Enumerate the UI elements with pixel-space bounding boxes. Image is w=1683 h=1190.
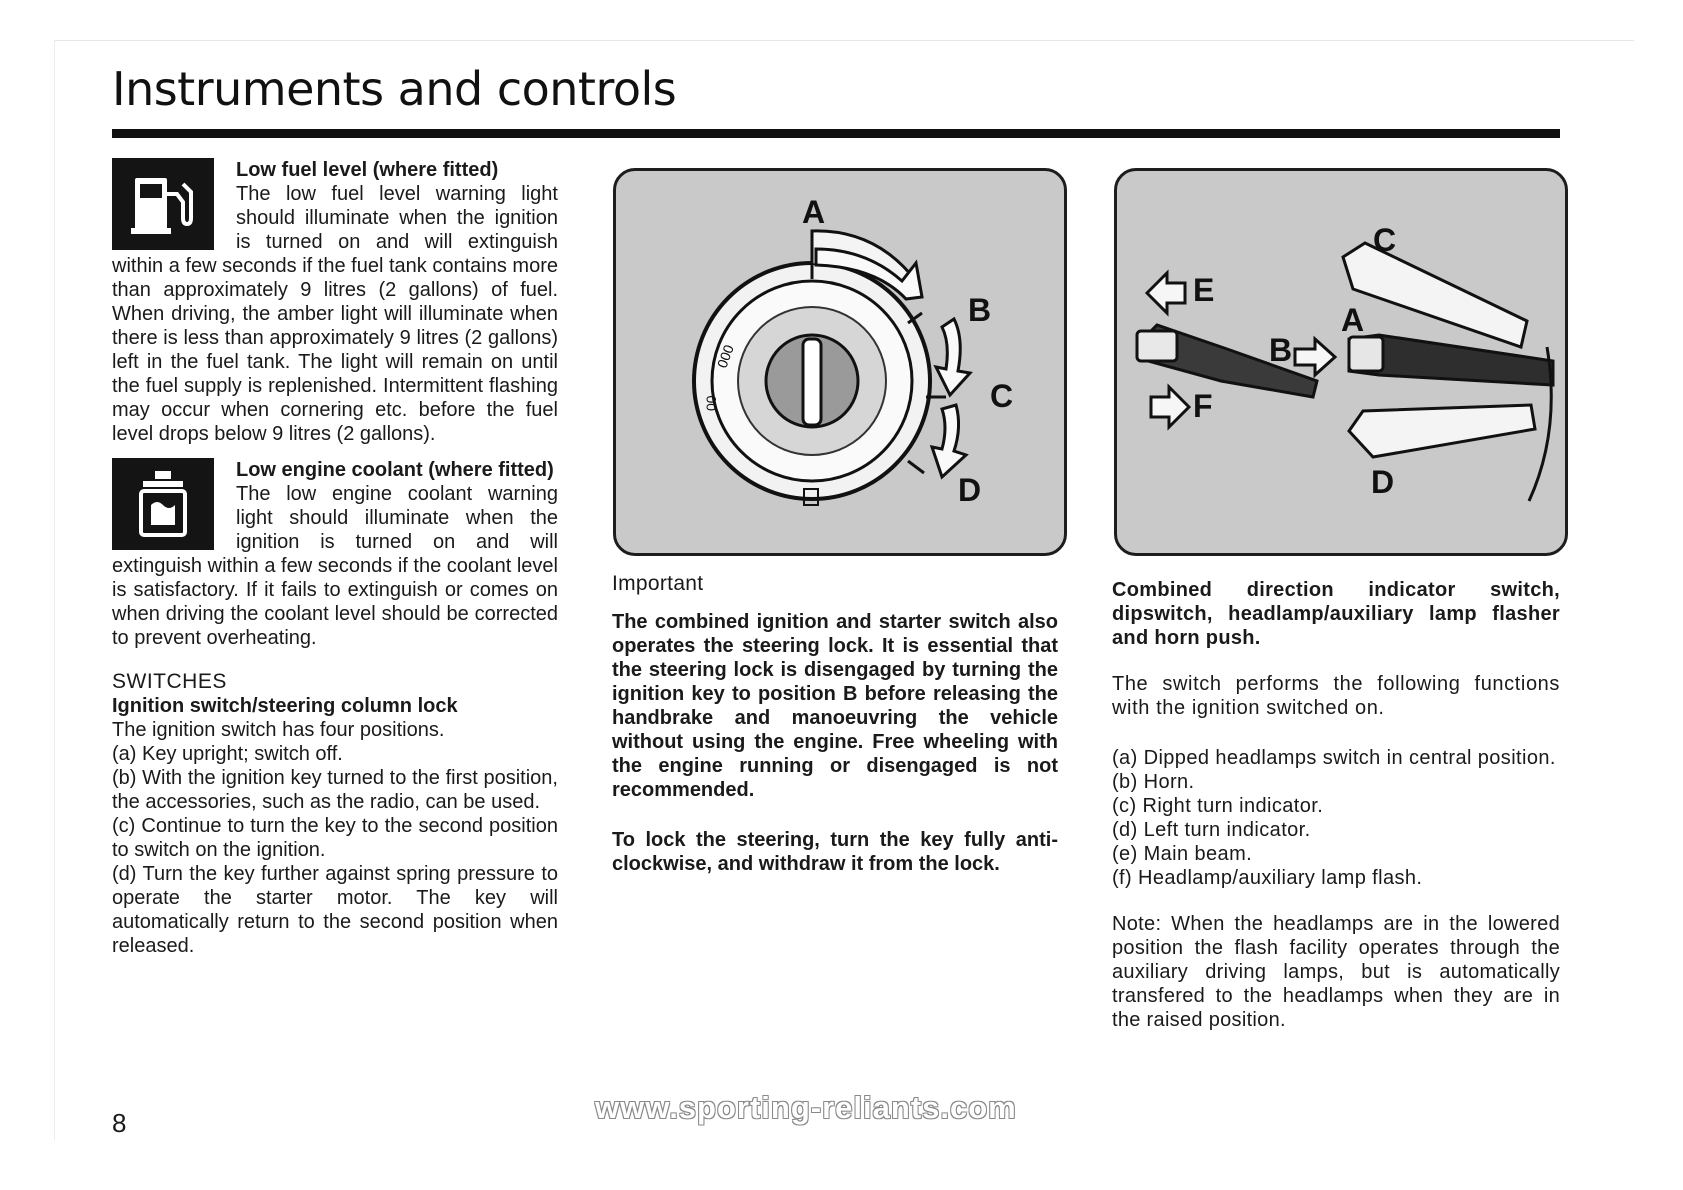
switch-position-b: (b) With the ignition key turned to the first position, the accessories, such as the radio, can be used.	[112, 767, 558, 813]
page-title: Instruments and controls	[112, 62, 677, 116]
fuel-heading: Low fuel level (where fitted)	[236, 159, 499, 181]
fuel-pump-icon	[112, 158, 214, 250]
stalk-intro: The switch performs the following functions with the ignition switched on.	[1112, 673, 1560, 719]
svg-text:00: 00	[703, 395, 719, 411]
page-number: 8	[112, 1108, 127, 1138]
steering-lock-text: To lock the steering, turn the key fully anti-clockwise, and withdraw it from the lock.	[612, 829, 1058, 875]
function-item: (a) Dipped headlamps switch in central position.	[1112, 747, 1556, 769]
switch-position-d: (d) Turn the key further against spring pressure to operate the starter motor. The key will automatically return to the second position when released.	[112, 863, 558, 957]
function-item: (f) Headlamp/auxiliary lamp flash.	[1112, 867, 1423, 889]
stalk-caption: Combined direction indicator switch, dipswitch, headlamp/auxiliary lamp flasher and horn push.	[1112, 579, 1560, 649]
stalk-note: Note: When the headlamps are in the lowered position the flash facility operates through the auxiliary driving lamps, but is automatically transfered to the headlamps when they are in the raised position.	[1112, 913, 1560, 1031]
switches-intro: The ignition switch has four positions.	[112, 719, 445, 741]
stalk-label-c: C	[1373, 222, 1397, 258]
important-heading: Important	[612, 572, 704, 595]
stalk-label-f: F	[1193, 388, 1213, 424]
stalk-label-a: A	[1341, 302, 1365, 338]
important-text: The combined ignition and starter switch also operates the steering lock. It is essential that the steering lock is disengaged by turning the ignition key to position B before releasing the handbrake and manoeuvring the vehicle without using the engine. Free wheeling with the engine running or disengaged is not recommended.	[612, 611, 1058, 801]
switch-position-c: (c) Continue to turn the key to the second position to switch on the ignition.	[112, 815, 558, 861]
ignition-label-a: A	[802, 194, 826, 230]
ignition-label-c: C	[990, 378, 1014, 414]
coolant-heading: Low engine coolant (where fitted)	[236, 459, 554, 481]
function-item: (d) Left turn indicator.	[1112, 819, 1311, 841]
stalk-label-b: B	[1269, 332, 1293, 368]
switches-heading: SWITCHES	[112, 670, 227, 693]
coolant-text: The low engine coolant warning light should illuminate when the ignition is turned on and will extinguish within a few seconds if the coolant level is satisfactory. If it fails to extinguish or comes on when driving the coolant level should be corrected to prevent overheating.	[112, 483, 558, 649]
title-rule	[112, 129, 1560, 138]
svg-text:000: 000	[713, 342, 737, 371]
watermark: www.sporting-reliants.com	[595, 1090, 1017, 1125]
ignition-label-b: B	[968, 292, 992, 328]
page-edge-left	[54, 40, 55, 1140]
ignition-label-d: D	[958, 472, 982, 508]
coolant-reservoir-icon	[112, 458, 214, 550]
middle-column	[612, 158, 1058, 876]
function-item: (b) Horn.	[1112, 771, 1195, 793]
function-item: (c) Right turn indicator.	[1112, 795, 1324, 817]
right-column	[1112, 158, 1560, 1032]
stalk-function-list	[1112, 746, 1560, 890]
stalk-label-e: E	[1193, 272, 1215, 308]
fuel-text: The low fuel level warning light should illuminate when the ignition is turned on and will extinguish within a few seconds if the fuel tank contains more than approximately 9 litres (2 gallons) of fuel. When driving, the amber light will illuminate when there is less than approximately 9 litres (2 gallons) left in the fuel tank. The light will remain on until the fuel supply is replenished. Intermittent flashing may occur when cornering etc. before the fuel level drops below 9 litres (2 gallons).	[112, 183, 558, 445]
switch-position-a: (a) Key upright; switch off.	[112, 743, 343, 765]
left-column	[112, 158, 558, 958]
page-edge-top	[54, 40, 1634, 41]
stalk-label-d: D	[1371, 464, 1395, 500]
ignition-subheading: Ignition switch/steering column lock	[112, 695, 458, 717]
function-item: (e) Main beam.	[1112, 843, 1253, 865]
